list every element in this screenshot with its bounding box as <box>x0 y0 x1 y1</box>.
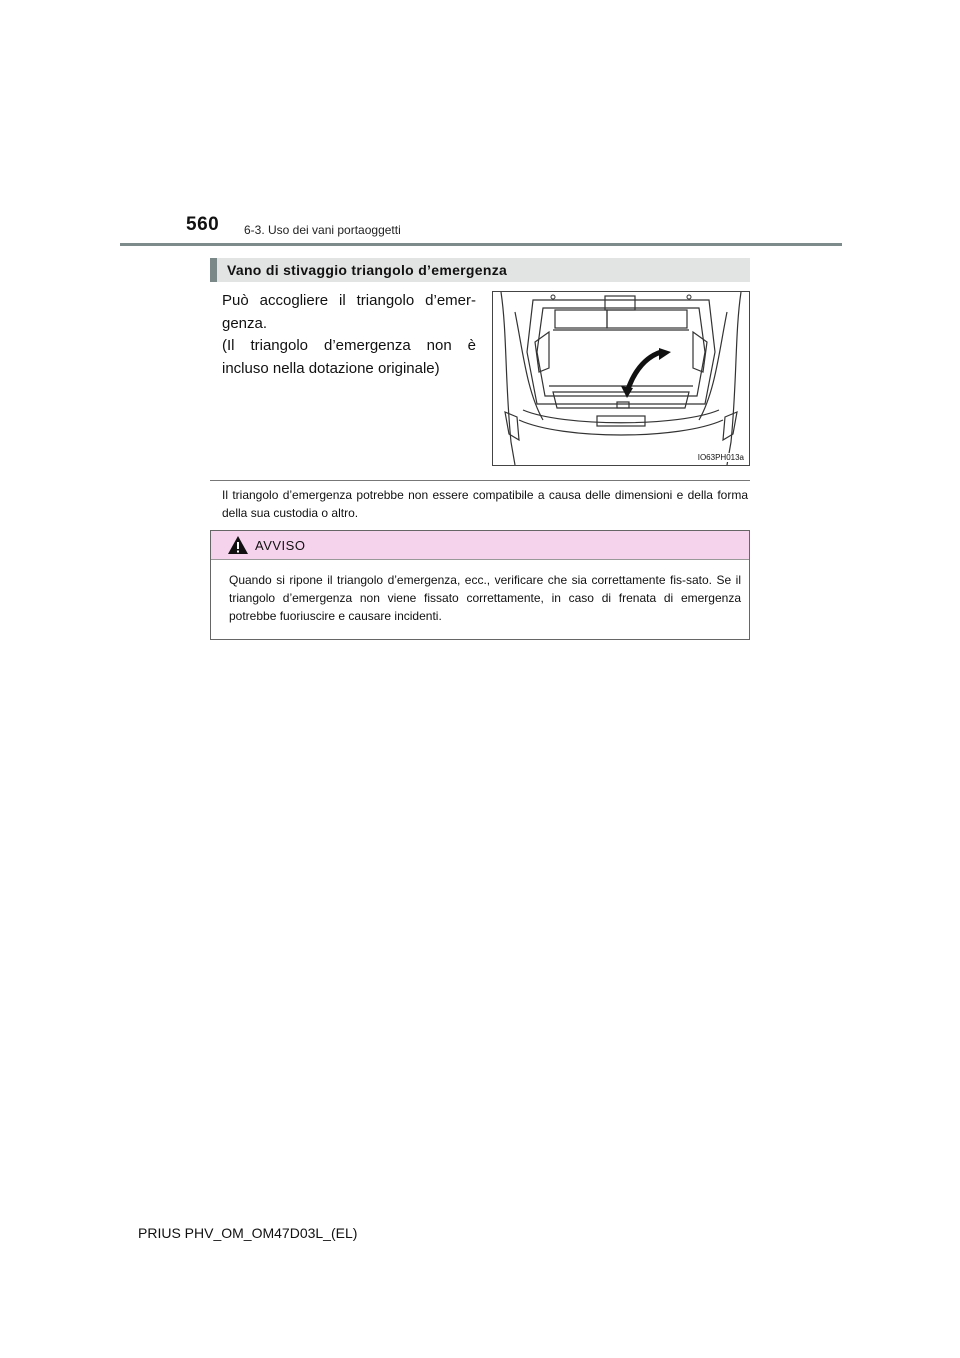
footer-doc-code: PRIUS PHV_OM_OM47D03L_(EL) <box>138 1225 358 1241</box>
warning-title: AVVISO <box>255 537 306 553</box>
note-text: Il triangolo d’emergenza potrebbe non essere compatibile a causa delle dimensioni e della forma della sua custodia o altro. <box>222 488 748 520</box>
heading-title: Vano di stivaggio triangolo d’emergenza <box>227 262 508 278</box>
body-paragraph-2: (Il triangolo d’emergenza non è incluso nella dotazione originale) <box>222 337 476 377</box>
section-title: 6-3. Uso dei vani portaoggetti <box>244 223 401 237</box>
body-text <box>222 290 476 380</box>
figure-code: IO63PH013a <box>697 453 744 462</box>
heading-accent <box>210 258 217 282</box>
body-paragraph-1: Può accogliere il triangolo d’emer-genza. <box>222 292 476 332</box>
section-divider <box>210 480 750 481</box>
warning-triangle-icon <box>227 535 249 555</box>
trunk-drawing <box>493 292 749 465</box>
warning-box <box>210 530 750 640</box>
page-number: 560 <box>186 214 220 235</box>
header-rule <box>120 243 842 246</box>
section-heading <box>210 258 750 282</box>
warning-header <box>211 531 749 560</box>
luggage-compartment-illustration <box>492 291 750 466</box>
warning-text: Quando si ripone il triangolo d’emergenza, ecc., verificare che sia correttamente fis-sato. Se il triangolo d’emergenza non viene fissato correttamente, in caso di frenata di emergenza potrebbe fuoriuscire e causare incidenti. <box>229 573 741 623</box>
